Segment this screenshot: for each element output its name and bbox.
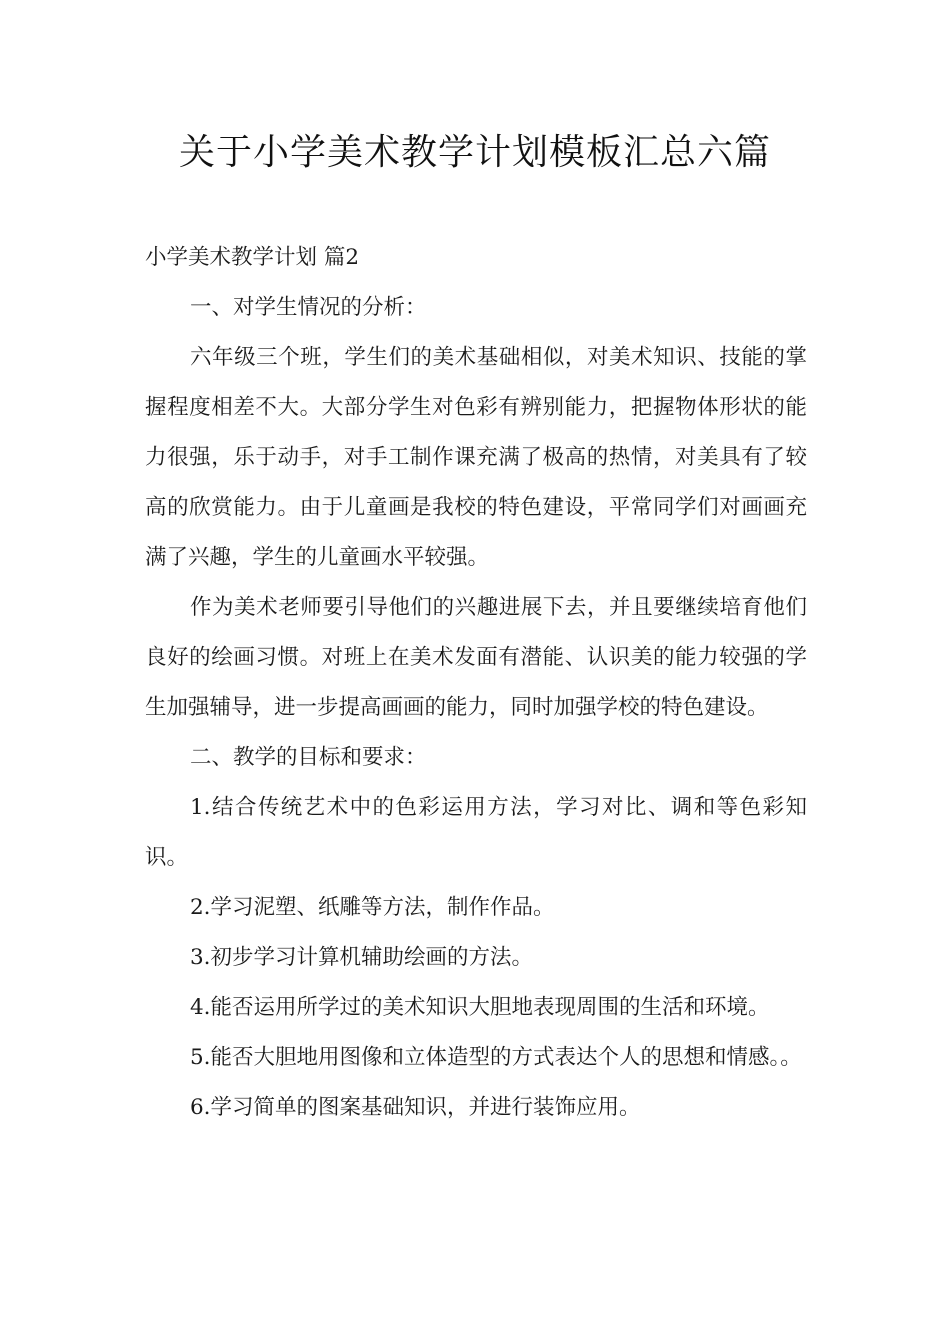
list-item: 1.结合传统艺术中的色彩运用方法，学习对比、调和等色彩知识。 (145, 795, 807, 870)
document-title: 关于小学美术教学计划模板汇总六篇 (178, 132, 771, 173)
section-label: 小学美术教学计划 篇2 (145, 245, 360, 270)
list-item: 5.能否大胆地用图像和立体造型的方式表达个人的思想和情感。。 (190, 1045, 802, 1070)
paragraph-heading-goals: 二、教学的目标和要求： (190, 745, 427, 770)
list-item: 3.初步学习计算机辅助绘画的方法。 (190, 945, 534, 970)
list-item: 2.学习泥塑、纸雕等方法，制作作品。 (190, 895, 555, 920)
list-item: 4.能否运用所学过的美术知识大胆地表现周围的生活和环境。 (190, 995, 770, 1020)
list-item: 6.学习简单的图案基础知识，并进行装饰应用。 (190, 1095, 641, 1120)
paragraph: 作为美术老师要引导他们的兴趣进展下去，并且要继续培育他们良好的绘画习惯。对班上在美术发面有潜能、认识美的能力较强的学生加强辅导，进一步提高画画的能力，同时加强学校的特色建设。 (145, 595, 807, 720)
paragraph-heading-analysis: 一、对学生情况的分析： (190, 295, 427, 320)
document-body (145, 233, 807, 1133)
paragraph: 六年级三个班，学生们的美术基础相似，对美术知识、技能的掌握程度相差不大。大部分学生对色彩有辨别能力，把握物体形状的能力很强，乐于动手，对手工制作课充满了极高的热情，对美具有了较高的欣赏能力。由于儿童画是我校的特色建设，平常同学们对画画充满了兴趣，学生的儿童画水平较强。 (145, 345, 807, 570)
